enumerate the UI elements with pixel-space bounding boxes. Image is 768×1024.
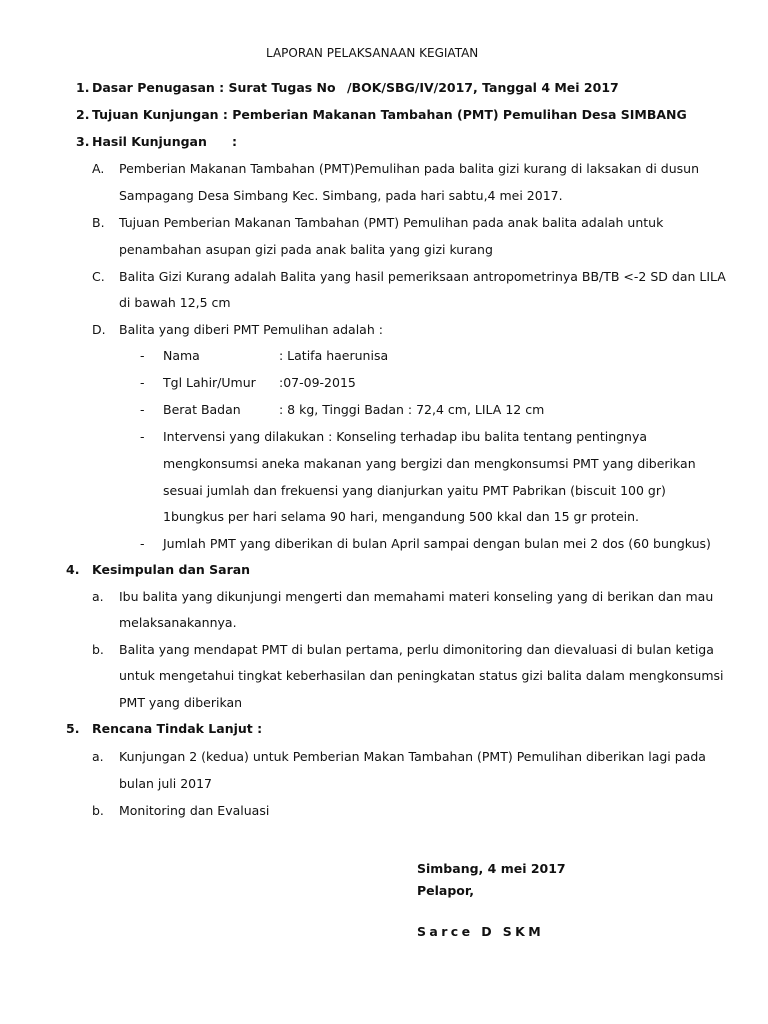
intervensi-line-1: Intervensi yang dilakukan : Konseling terhadap ibu balita tentang pentingnya	[163, 429, 648, 444]
hasil-d-text: Balita yang diberi PMT Pemulihan adalah :	[119, 322, 383, 337]
item-4-title: Kesimpulan dan Saran	[92, 562, 251, 577]
signature-name: Sarce D SKM	[417, 924, 545, 939]
intervensi-line-3: sesuai jumlah dan frekuensi yang dianjurkan yaitu PMT Pabrikan (biscuit 100 gr)	[163, 483, 666, 498]
signature-place-date: Simbang, 4 mei 2017	[417, 861, 566, 876]
item-1-value: /BOK/SBG/IV/2017, Tanggal 4 Mei 2017	[347, 80, 619, 95]
signature-role: Pelapor,	[417, 883, 474, 898]
kesimpulan-b-line-2: untuk mengetahui tingkat keberhasilan dan peningkatan status gizi balita dalam mengkonsumsi	[119, 668, 724, 683]
jumlah-text: Jumlah PMT yang diberikan di bulan April sampai dengan bulan mei 2 dos (60 bungkus)	[163, 536, 711, 551]
item-1-label: Dasar Penugasan : Surat Tugas No	[92, 80, 336, 95]
item-3-label: Hasil Kunjungan	[92, 134, 207, 149]
tgl-label: Tgl Lahir/Umur	[163, 375, 256, 390]
hasil-a-line-2: Sampagang Desa Simbang Kec. Simbang, pada hari sabtu,4 mei 2017.	[119, 188, 563, 203]
hasil-d-number: D.	[92, 322, 106, 337]
rencana-b-number: b.	[92, 803, 104, 818]
kesimpulan-a-number: a.	[92, 589, 104, 604]
tgl-value: :07-09-2015	[279, 375, 356, 390]
berat-value: : 8 kg, Tinggi Badan : 72,4 cm, LILA 12 cm	[279, 402, 545, 417]
intervensi-line-2: mengkonsumsi aneka makanan yang bergizi dan mengkonsumsi PMT yang diberikan	[163, 456, 696, 471]
nama-label: Nama	[163, 348, 200, 363]
berat-label: Berat Badan	[163, 402, 241, 417]
item-2-number: 2.	[76, 107, 90, 122]
rencana-a-number: a.	[92, 749, 104, 764]
detail-dash: -	[140, 375, 145, 390]
hasil-b-line-2: penambahan asupan gizi pada anak balita yang gizi kurang	[119, 242, 493, 257]
kesimpulan-b-line-3: PMT yang diberikan	[119, 695, 243, 710]
detail-dash: -	[140, 402, 145, 417]
kesimpulan-a-line-1: Ibu balita yang dikunjungi mengerti dan memahami materi konseling yang di berikan dan mau	[119, 589, 714, 604]
kesimpulan-a-line-2: melaksanakannya.	[119, 615, 237, 630]
item-1-number: 1.	[76, 80, 90, 95]
detail-dash: -	[140, 348, 145, 363]
item-2-text: Tujuan Kunjungan : Pemberian Makanan Tambahan (PMT) Pemulihan Desa SIMBANG	[92, 107, 687, 122]
item-5-title: Rencana Tindak Lanjut :	[92, 721, 263, 736]
hasil-c-line-1: Balita Gizi Kurang adalah Balita yang hasil pemeriksaan antropometrinya BB/TB <-2 SD dan LILA	[119, 269, 726, 284]
report-title: LAPORAN PELAKSANAAN KEGIATAN	[266, 46, 479, 60]
rencana-b-text: Monitoring dan Evaluasi	[119, 803, 270, 818]
hasil-c-line-2: di bawah 12,5 cm	[119, 295, 231, 310]
hasil-c-number: C.	[92, 269, 105, 284]
nama-value: : Latifa haerunisa	[279, 348, 389, 363]
rencana-a-line-1: Kunjungan 2 (kedua) untuk Pemberian Makan Tambahan (PMT) Pemulihan diberikan lagi pada	[119, 749, 706, 764]
hasil-b-number: B.	[92, 215, 105, 230]
detail-dash: -	[140, 429, 145, 444]
detail-dash: -	[140, 536, 145, 551]
kesimpulan-b-line-1: Balita yang mendapat PMT di bulan pertama, perlu dimonitoring dan dievaluasi di bulan ketiga	[119, 642, 714, 657]
item-4-number: 4.	[66, 562, 80, 577]
kesimpulan-b-number: b.	[92, 642, 104, 657]
rencana-a-line-2: bulan juli 2017	[119, 776, 213, 791]
intervensi-line-4: 1bungkus per hari selama 90 hari, mengandung 500 kkal dan 15 gr protein.	[163, 509, 640, 524]
item-3-colon: :	[232, 134, 237, 149]
hasil-a-number: A.	[92, 161, 105, 176]
item-3-number: 3.	[76, 134, 90, 149]
hasil-b-line-1: Tujuan Pemberian Makanan Tambahan (PMT) Pemulihan pada anak balita adalah untuk	[119, 215, 664, 230]
hasil-a-line-1: Pemberian Makanan Tambahan (PMT)Pemulihan pada balita gizi kurang di laksakan di dusun	[119, 161, 699, 176]
item-5-number: 5.	[66, 721, 80, 736]
